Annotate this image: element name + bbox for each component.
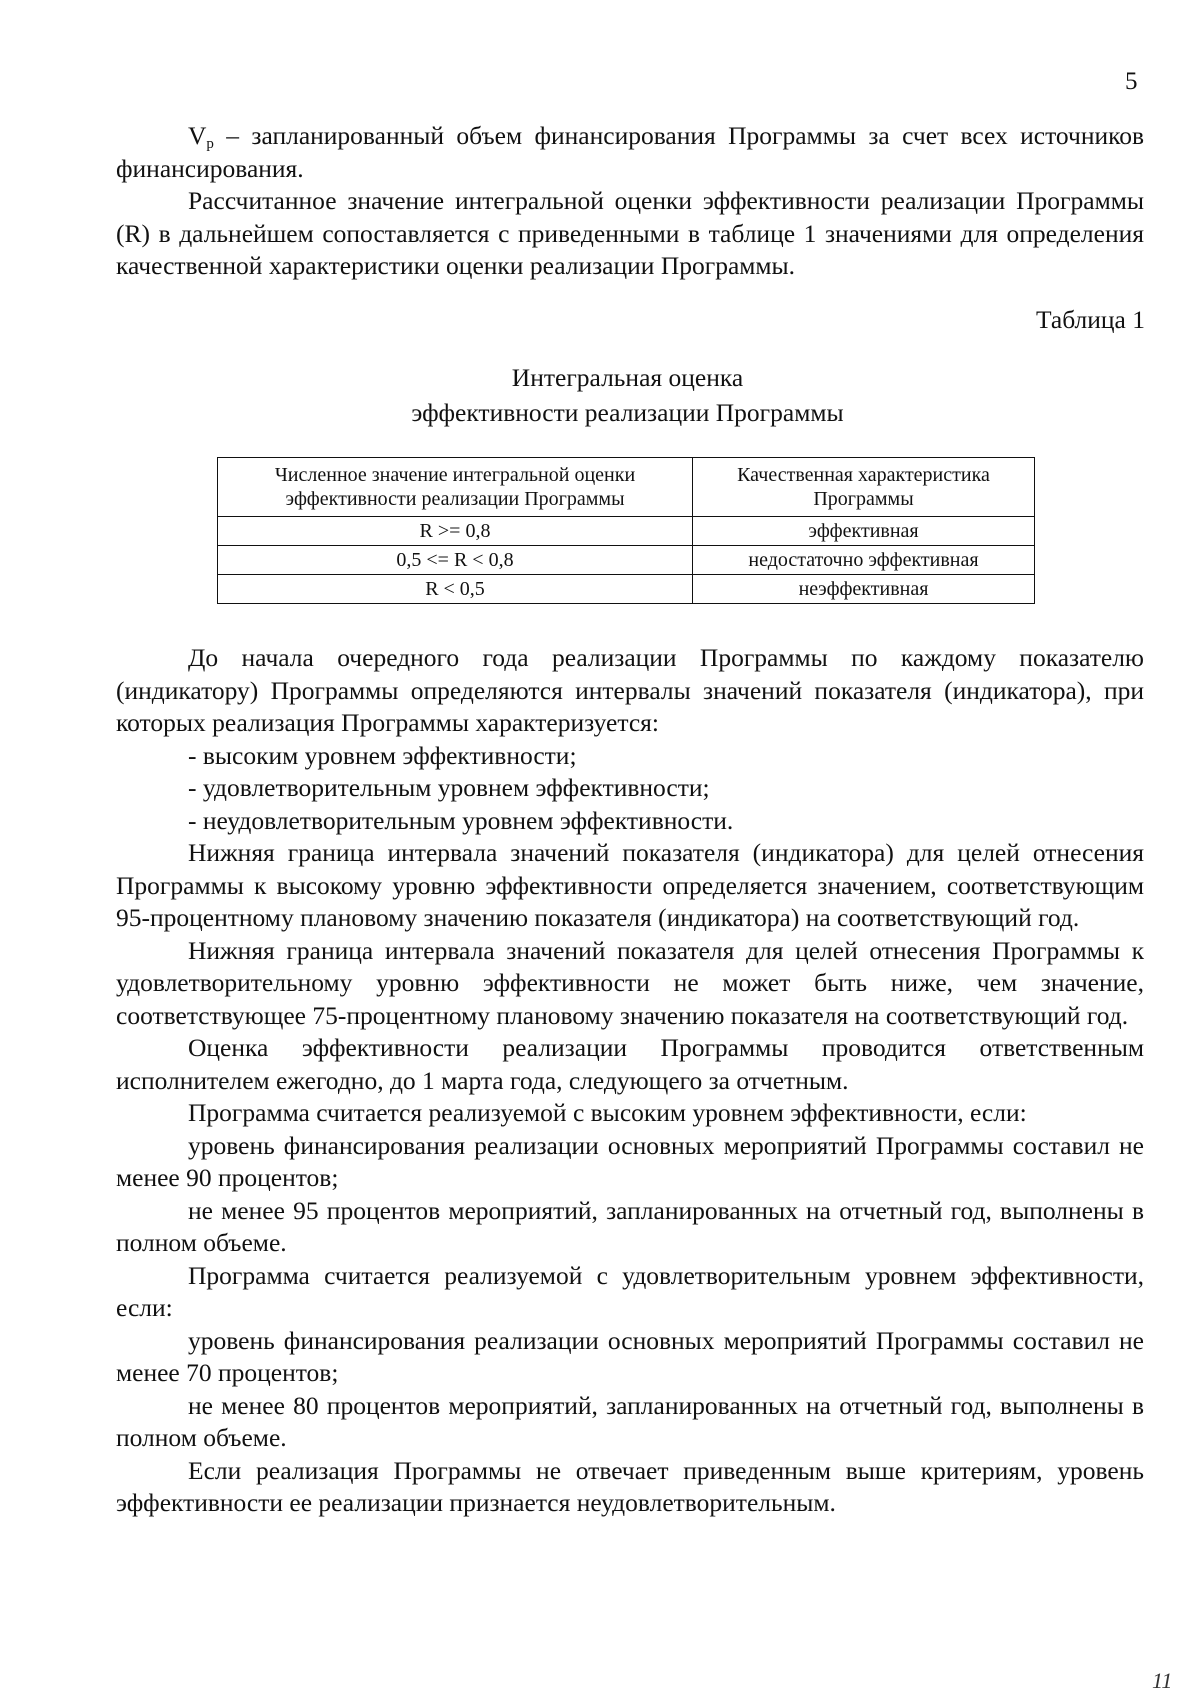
text-block-top [116, 120, 1144, 283]
paragraph-calculated-value: Рассчитанное значение интегральной оценки эффективности реализации Программы (R) в дальнейшем сопоставляется с приведенными в таблице 1 значениями для определения качественной характеристики оценки реализации Программы. [116, 186, 1144, 280]
table-header-numeric: Численное значение интегральной оценки эффективности реализации Программы [218, 458, 693, 517]
table-row [218, 575, 1035, 604]
evaluation-table [217, 457, 1035, 604]
table-row [218, 517, 1035, 546]
table-cell-rating: эффективная [693, 517, 1035, 546]
table-label: Таблица 1 [1035, 305, 1145, 334]
paragraph-high-lower-bound: Нижняя граница интервала значений показателя (индикатора) для целей отнесения Программы к высокому уровню эффективности определяется значением, соответствующим 95-процентному плановому значению показателя (индикатора) на соответствующий год. [116, 838, 1144, 932]
vp-definition-text: – запланированный объем финансирования Программы за счет всех источников финансирования. [116, 121, 1144, 183]
table-cell-range: 0,5 <= R < 0,8 [218, 546, 693, 575]
vp-symbol: V [188, 121, 207, 150]
list-item: - удовлетворительным уровнем эффективности; [188, 773, 710, 802]
paragraph-high-financing: уровень финансирования реализации основных мероприятий Программы составил не менее 90 процентов; [116, 1130, 1144, 1192]
page-number: 5 [1125, 68, 1138, 95]
paragraph-vp-definition [116, 120, 1144, 185]
list-item: - неудовлетворительным уровнем эффективности. [188, 805, 734, 835]
list-item: - высоким уровнем эффективности; [188, 740, 577, 770]
vp-subscript: p [206, 136, 214, 152]
paragraph-unsatisfactory: Если реализация Программы не отвечает приведенным выше критериям, уровень эффективности ее реализации признается неудовлетворительным. [116, 1455, 1144, 1517]
paragraph-high-criteria: Программа считается реализуемой с высоким уровнем эффективности, если: [188, 1098, 1027, 1127]
paragraph-satisfactory-lower-bound: Нижняя граница интервала значений показателя для целей отнесения Программы к удовлетворительному уровню эффективности не может быть ниже, чем значение, соответствующее 75-процентному плановому значению показателя на соответствующий год. [116, 935, 1144, 1030]
paragraph-satisfactory-financing: уровень финансирования реализации основных мероприятий Программы составил не менее 70 процентов; [116, 1325, 1144, 1387]
table-title-line-1: Интегральная оценка [511, 363, 744, 392]
table-cell-rating: неэффективная [693, 575, 1035, 604]
paragraph-satisfactory-activities: не менее 80 процентов мероприятий, запланированных на отчетный год, выполнены в полном объеме. [116, 1390, 1144, 1452]
paragraph-satisfactory-criteria: Программа считается реализуемой с удовлетворительным уровнем эффективности, если: [116, 1260, 1144, 1322]
table-cell-rating: недостаточно эффективная [693, 546, 1035, 575]
table-row [218, 546, 1035, 575]
table-title-line-2: эффективности реализации Программы [411, 398, 844, 427]
table-cell-range: R < 0,5 [218, 575, 693, 604]
paragraph-annual-evaluation: Оценка эффективности реализации Программы проводится ответственным исполнителем ежегодно, до 1 марта года, следующего за отчетным. [116, 1033, 1144, 1095]
table-cell-range: R >= 0,8 [218, 517, 693, 546]
paragraph-high-activities: не менее 95 процентов мероприятий, запланированных на отчетный год, выполнены в полном объеме. [116, 1195, 1144, 1257]
text-block-main [116, 642, 1144, 1520]
table-header-row [218, 458, 1035, 517]
paragraph-intervals: До начала очередного года реализации Программы по каждому показателю (индикатору) Программы определяются интервалы значений показателя (индикатора), при которых реализация Программы характеризуется: [116, 643, 1144, 737]
table-title [0, 360, 1200, 430]
table-header-qualitative: Качественная характеристика Программы [693, 458, 1035, 517]
handwritten-page-mark: 11 [1152, 1668, 1173, 1693]
